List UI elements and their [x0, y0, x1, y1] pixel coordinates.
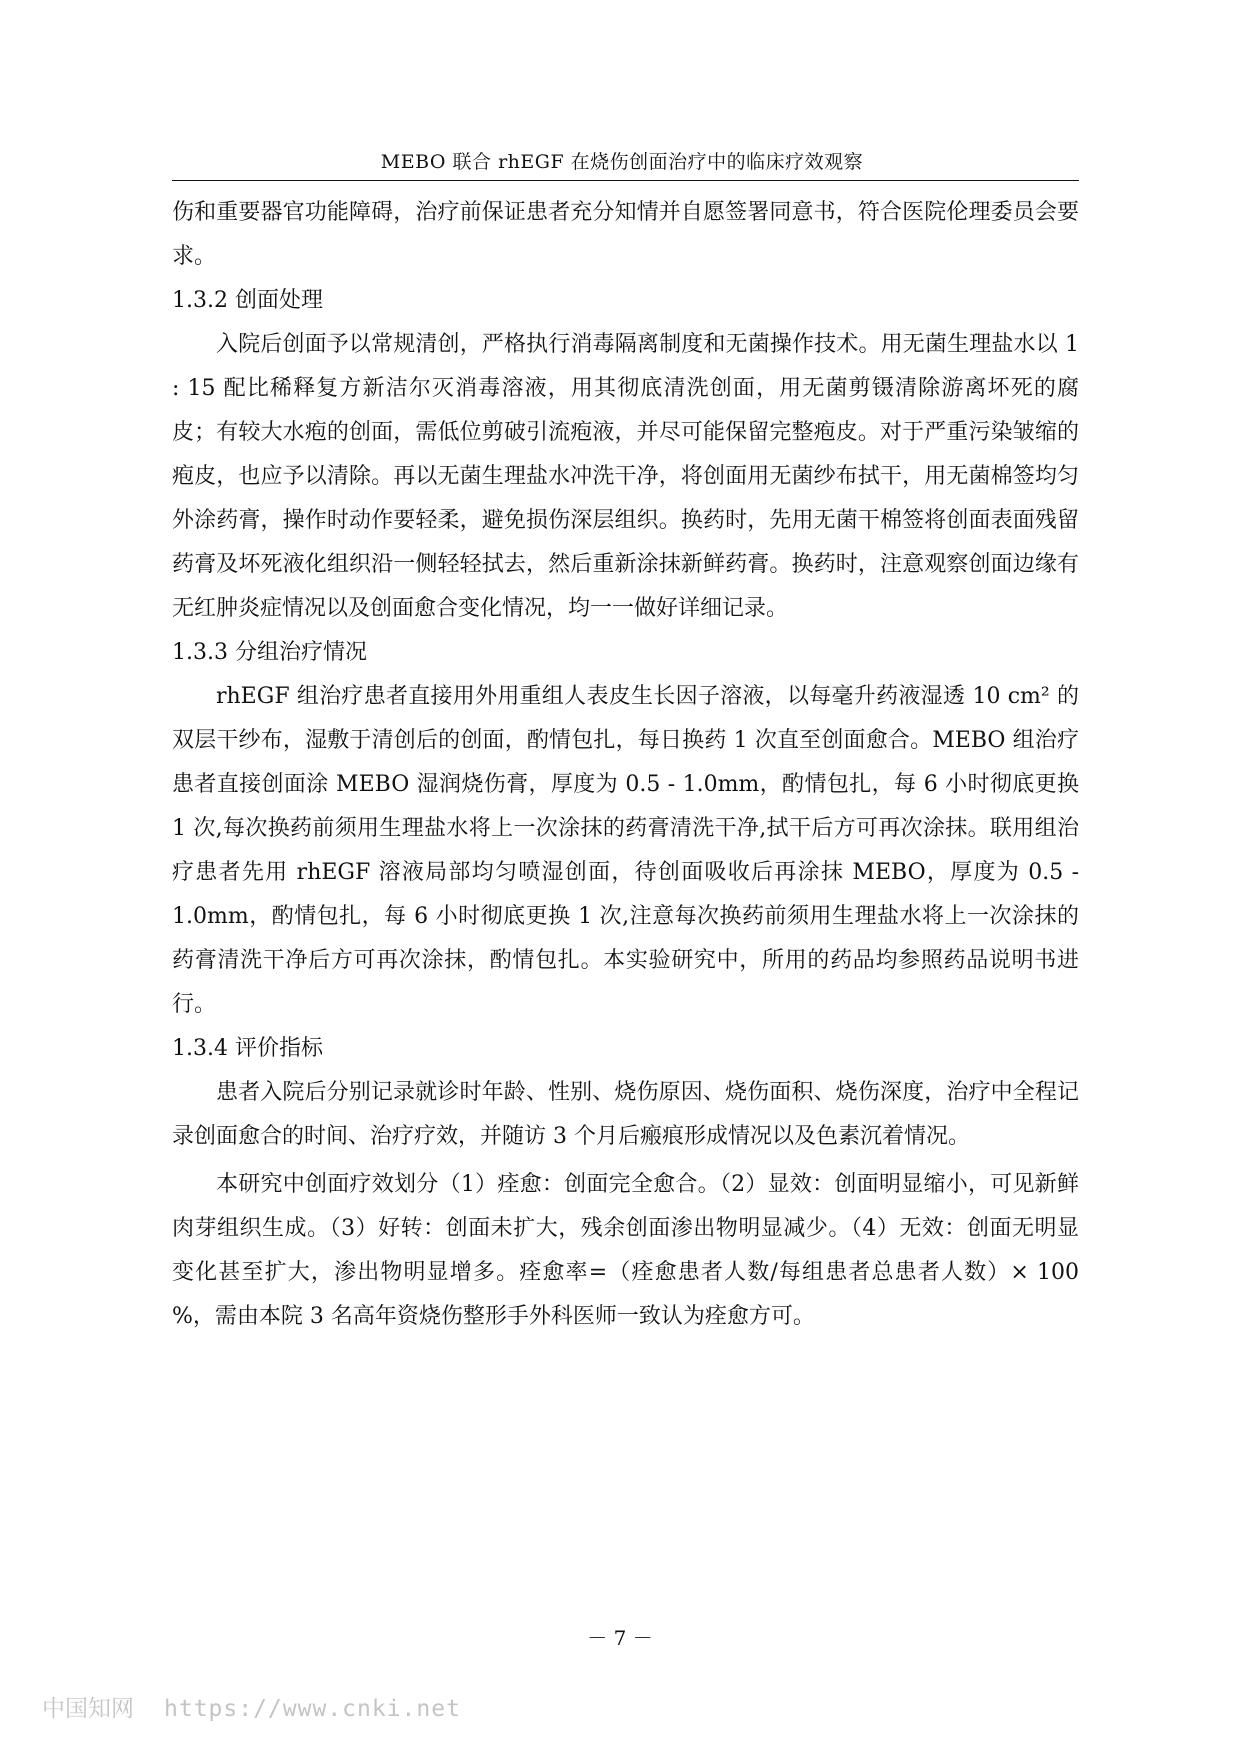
body-text — [172, 191, 1079, 1339]
watermark-url: https://www.cnki.net — [164, 1696, 461, 1722]
watermark-brand: 中国知网 — [42, 1696, 134, 1722]
section-heading-1-3-2: 1.3.2 创面处理 — [172, 288, 323, 313]
section-heading-1-3-4: 1.3.4 评价指标 — [172, 1036, 323, 1061]
section-heading-1-3-3: 1.3.3 分组治疗情况 — [172, 640, 367, 665]
paragraph-wound-treatment: 入院后创面予以常规清创，严格执行消毒隔离制度和无菌操作技术。用无菌生理盐水以 1 : 15 配比稀释复方新洁尔灭消毒溶液，用其彻底清洗创面，用无菌剪镊清除游离坏死的腐皮；有较大水疱的创面，需低位剪破引流疱液，并尽可能保留完整疱皮。对于严重污染皱缩的疱皮，也应予以清除。再以无菌生理盐水冲洗干净，将创面用无菌纱布拭干，用无菌棉签均匀外涂药膏，操作时动作要轻柔，避免损伤深层组织。换药时，先用无菌干棉签将创面表面残留药膏及坏死液化组织沿一侧轻轻拭去，然后重新涂抹新鲜药膏。换药时，注意观察创面边缘有无红肿炎症情况以及创面愈合变化情况，均一一做好详细记录。 — [172, 332, 1079, 621]
paragraph-evaluation-indicators: 患者入院后分别记录就诊时年龄、性别、烧伤原因、烧伤面积、烧伤深度，治疗中全程记录创面愈合的时间、治疗疗效，并随访 3 个月后瘢痕形成情况以及色素沉着情况。 — [172, 1080, 1079, 1149]
cnki-watermark — [42, 1694, 461, 1724]
paragraph-group-treatment: rhEGF 组治疗患者直接用外用重组人表皮生长因子溶液，以每毫升药液湿透 10 cm² 的双层干纱布，湿敷于清创后的创面，酌情包扎，每日换药 1 次直至创面愈合。MEBO 组治疗患者直接创面涂 MEBO 湿润烧伤膏，厚度为 0.5 - 1.0mm，酌情包扎，每 6 小时彻底更换 1 次,每次换药前须用生理盐水将上一次涂抹的药膏清洗干净,拭干后方可再次涂抹。联用组治疗患者先用 rhEGF 溶液局部均匀喷湿创面，待创面吸收后再涂抹 MEBO，厚度为 0.5 - 1.0mm，酌情包扎，每 6 小时彻底更换 1 次,注意每次换药前须用生理盐水将上一次涂抹的药膏清洗干净后方可再次涂抹，酌情包扎。本实验研究中，所用的药品均参照药品说明书进行。 — [172, 684, 1079, 1017]
paragraph-efficacy-criteria: 本研究中创面疗效划分（1）痊愈：创面完全愈合。（2）显效：创面明显缩小，可见新鲜肉芽组织生成。（3）好转：创面未扩大，残余创面渗出物明显减少。（4）无效：创面无明显变化甚至扩大，渗出物明显增多。痊愈率=（痊愈患者人数/每组患者总患者人数）× 100 %，需由本院 3 名高年资烧伤整形手外科医师一致认为痊愈方可。 — [172, 1172, 1079, 1329]
paragraph-continued: 伤和重要器官功能障碍，治疗前保证患者充分知情并自愿签署同意书，符合医院伦理委员会要求。 — [172, 200, 1079, 269]
header-rule — [172, 180, 1079, 181]
page-number: － 7 － — [587, 1626, 653, 1650]
running-header-title: MEBO 联合 rhEGF 在烧伤创面治疗中的临床疗效观察 — [380, 151, 864, 173]
